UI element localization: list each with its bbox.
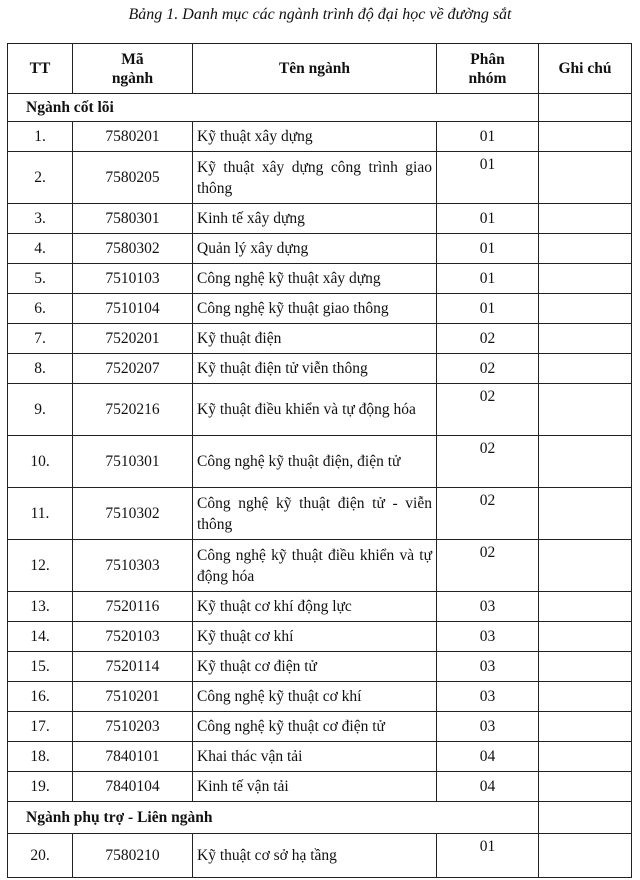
cell-ten-nganh: Công nghệ kỹ thuật cơ điện tử bbox=[193, 712, 437, 742]
table-row bbox=[8, 540, 632, 592]
cell-phan-nhom: 03 bbox=[437, 652, 539, 682]
cell-ghi-chu bbox=[539, 234, 632, 264]
table-row bbox=[8, 324, 632, 354]
section-title: Ngành phụ trợ - Liên ngành bbox=[8, 802, 539, 834]
cell-tt: 10. bbox=[8, 436, 73, 488]
cell-ghi-chu bbox=[539, 294, 632, 324]
cell-tt: 16. bbox=[8, 682, 73, 712]
cell-ten-nganh: Kỹ thuật cơ sở hạ tầng bbox=[193, 834, 437, 878]
cell-ma-nganh: 7520103 bbox=[73, 622, 193, 652]
cell-ma-nganh: 7840101 bbox=[73, 742, 193, 772]
cell-ghi-chu bbox=[539, 540, 632, 592]
cell-ten-nganh: Công nghệ kỹ thuật điện tử - viễn thông bbox=[193, 488, 437, 540]
cell-phan-nhom: 04 bbox=[437, 742, 539, 772]
cell-tt: 20. bbox=[8, 834, 73, 878]
cell-ma-nganh: 7520216 bbox=[73, 384, 193, 436]
cell-phan-nhom: 02 bbox=[437, 324, 539, 354]
table-row bbox=[8, 294, 632, 324]
cell-phan-nhom: 02 bbox=[437, 384, 539, 436]
table-row bbox=[8, 772, 632, 802]
cell-ghi-chu bbox=[539, 122, 632, 152]
table-row bbox=[8, 354, 632, 384]
header-row bbox=[8, 44, 632, 94]
cell-phan-nhom: 01 bbox=[437, 234, 539, 264]
table-row bbox=[8, 264, 632, 294]
cell-ghi-chu bbox=[539, 802, 632, 834]
cell-ten-nganh: Kỹ thuật điện tử viễn thông bbox=[193, 354, 437, 384]
cell-ma-nganh: 7580210 bbox=[73, 834, 193, 878]
cell-phan-nhom: 04 bbox=[437, 772, 539, 802]
cell-ghi-chu bbox=[539, 152, 632, 204]
cell-ma-nganh: 7580301 bbox=[73, 204, 193, 234]
cell-ghi-chu bbox=[539, 742, 632, 772]
cell-ghi-chu bbox=[539, 204, 632, 234]
cell-tt: 4. bbox=[8, 234, 73, 264]
cell-phan-nhom: 01 bbox=[437, 264, 539, 294]
cell-ghi-chu bbox=[539, 488, 632, 540]
cell-ten-nganh: Công nghệ kỹ thuật điều khiển và tự động hóa bbox=[193, 540, 437, 592]
header-tt: TT bbox=[8, 44, 73, 94]
cell-tt: 8. bbox=[8, 354, 73, 384]
cell-tt: 15. bbox=[8, 652, 73, 682]
section-title: Ngành cốt lõi bbox=[8, 94, 539, 122]
table-row bbox=[8, 152, 632, 204]
table-row bbox=[8, 592, 632, 622]
table-row bbox=[8, 384, 632, 436]
cell-ma-nganh: 7510203 bbox=[73, 712, 193, 742]
cell-phan-nhom: 03 bbox=[437, 712, 539, 742]
cell-phan-nhom: 01 bbox=[437, 834, 539, 878]
cell-ghi-chu bbox=[539, 652, 632, 682]
cell-ten-nganh: Kỹ thuật điện bbox=[193, 324, 437, 354]
cell-tt: 11. bbox=[8, 488, 73, 540]
cell-ma-nganh: 7520207 bbox=[73, 354, 193, 384]
cell-ghi-chu bbox=[539, 324, 632, 354]
cell-ten-nganh: Kinh tế xây dựng bbox=[193, 204, 437, 234]
table-row bbox=[8, 834, 632, 878]
cell-phan-nhom: 02 bbox=[437, 354, 539, 384]
cell-ten-nganh: Kỹ thuật cơ khí động lực bbox=[193, 592, 437, 622]
cell-ten-nganh: Kỹ thuật cơ điện tử bbox=[193, 652, 437, 682]
cell-ma-nganh: 7510201 bbox=[73, 682, 193, 712]
header-ten-nganh: Tên ngành bbox=[193, 44, 437, 94]
table-row bbox=[8, 622, 632, 652]
table-row bbox=[8, 436, 632, 488]
table-row bbox=[8, 122, 632, 152]
cell-ten-nganh: Kỹ thuật xây dựng công trình giao thông bbox=[193, 152, 437, 204]
cell-ma-nganh: 7520116 bbox=[73, 592, 193, 622]
cell-tt: 14. bbox=[8, 622, 73, 652]
cell-ten-nganh: Công nghệ kỹ thuật giao thông bbox=[193, 294, 437, 324]
cell-phan-nhom: 01 bbox=[437, 152, 539, 204]
table-body bbox=[8, 94, 632, 878]
cell-ten-nganh: Quản lý xây dựng bbox=[193, 234, 437, 264]
cell-tt: 1. bbox=[8, 122, 73, 152]
cell-ghi-chu bbox=[539, 622, 632, 652]
table-caption: Bảng 1. Danh mục các ngành trình độ đại học về đường sắt bbox=[128, 6, 512, 23]
cell-ghi-chu bbox=[539, 772, 632, 802]
cell-ten-nganh: Công nghệ kỹ thuật cơ khí bbox=[193, 682, 437, 712]
cell-ghi-chu bbox=[539, 834, 632, 878]
header-ghi-chu: Ghi chú bbox=[539, 44, 632, 94]
cell-tt: 17. bbox=[8, 712, 73, 742]
table-row bbox=[8, 488, 632, 540]
cell-ma-nganh: 7840104 bbox=[73, 772, 193, 802]
cell-phan-nhom: 01 bbox=[437, 204, 539, 234]
cell-ghi-chu bbox=[539, 682, 632, 712]
cell-ghi-chu bbox=[539, 712, 632, 742]
cell-ma-nganh: 7580205 bbox=[73, 152, 193, 204]
cell-phan-nhom: 01 bbox=[437, 122, 539, 152]
table-row bbox=[8, 204, 632, 234]
cell-ten-nganh: Kỹ thuật cơ khí bbox=[193, 622, 437, 652]
cell-ten-nganh: Kinh tế vận tải bbox=[193, 772, 437, 802]
cell-ghi-chu bbox=[539, 384, 632, 436]
cell-ten-nganh: Công nghệ kỹ thuật xây dựng bbox=[193, 264, 437, 294]
cell-ma-nganh: 7520201 bbox=[73, 324, 193, 354]
cell-ma-nganh: 7510301 bbox=[73, 436, 193, 488]
majors-table bbox=[7, 43, 632, 878]
cell-tt: 19. bbox=[8, 772, 73, 802]
cell-tt: 13. bbox=[8, 592, 73, 622]
cell-tt: 18. bbox=[8, 742, 73, 772]
cell-ghi-chu bbox=[539, 264, 632, 294]
cell-ma-nganh: 7580201 bbox=[73, 122, 193, 152]
table-row bbox=[8, 234, 632, 264]
cell-tt: 5. bbox=[8, 264, 73, 294]
cell-phan-nhom: 02 bbox=[437, 488, 539, 540]
cell-phan-nhom: 03 bbox=[437, 622, 539, 652]
cell-ma-nganh: 7520114 bbox=[73, 652, 193, 682]
cell-phan-nhom: 02 bbox=[437, 540, 539, 592]
header-ma-nganh: Mã ngành bbox=[73, 44, 193, 94]
cell-ghi-chu bbox=[539, 436, 632, 488]
cell-phan-nhom: 03 bbox=[437, 682, 539, 712]
cell-ma-nganh: 7510302 bbox=[73, 488, 193, 540]
cell-phan-nhom: 02 bbox=[437, 436, 539, 488]
cell-ten-nganh: Công nghệ kỹ thuật điện, điện tử bbox=[193, 436, 437, 488]
table-row bbox=[8, 742, 632, 772]
cell-ma-nganh: 7510103 bbox=[73, 264, 193, 294]
table-row bbox=[8, 652, 632, 682]
cell-ghi-chu bbox=[539, 94, 632, 122]
cell-tt: 12. bbox=[8, 540, 73, 592]
cell-phan-nhom: 03 bbox=[437, 592, 539, 622]
table-row bbox=[8, 682, 632, 712]
cell-ghi-chu bbox=[539, 354, 632, 384]
header-phan-nhom: Phân nhóm bbox=[437, 44, 539, 94]
cell-ghi-chu bbox=[539, 592, 632, 622]
cell-ma-nganh: 7510104 bbox=[73, 294, 193, 324]
cell-tt: 7. bbox=[8, 324, 73, 354]
cell-tt: 2. bbox=[8, 152, 73, 204]
cell-ma-nganh: 7580302 bbox=[73, 234, 193, 264]
cell-ten-nganh: Khai thác vận tải bbox=[193, 742, 437, 772]
cell-tt: 9. bbox=[8, 384, 73, 436]
section-row bbox=[8, 802, 632, 834]
cell-ma-nganh: 7510303 bbox=[73, 540, 193, 592]
cell-tt: 6. bbox=[8, 294, 73, 324]
cell-ten-nganh: Kỹ thuật xây dựng bbox=[193, 122, 437, 152]
section-row bbox=[8, 94, 632, 122]
cell-phan-nhom: 01 bbox=[437, 294, 539, 324]
table-row bbox=[8, 712, 632, 742]
cell-ten-nganh: Kỹ thuật điều khiển và tự động hóa bbox=[193, 384, 437, 436]
cell-tt: 3. bbox=[8, 204, 73, 234]
